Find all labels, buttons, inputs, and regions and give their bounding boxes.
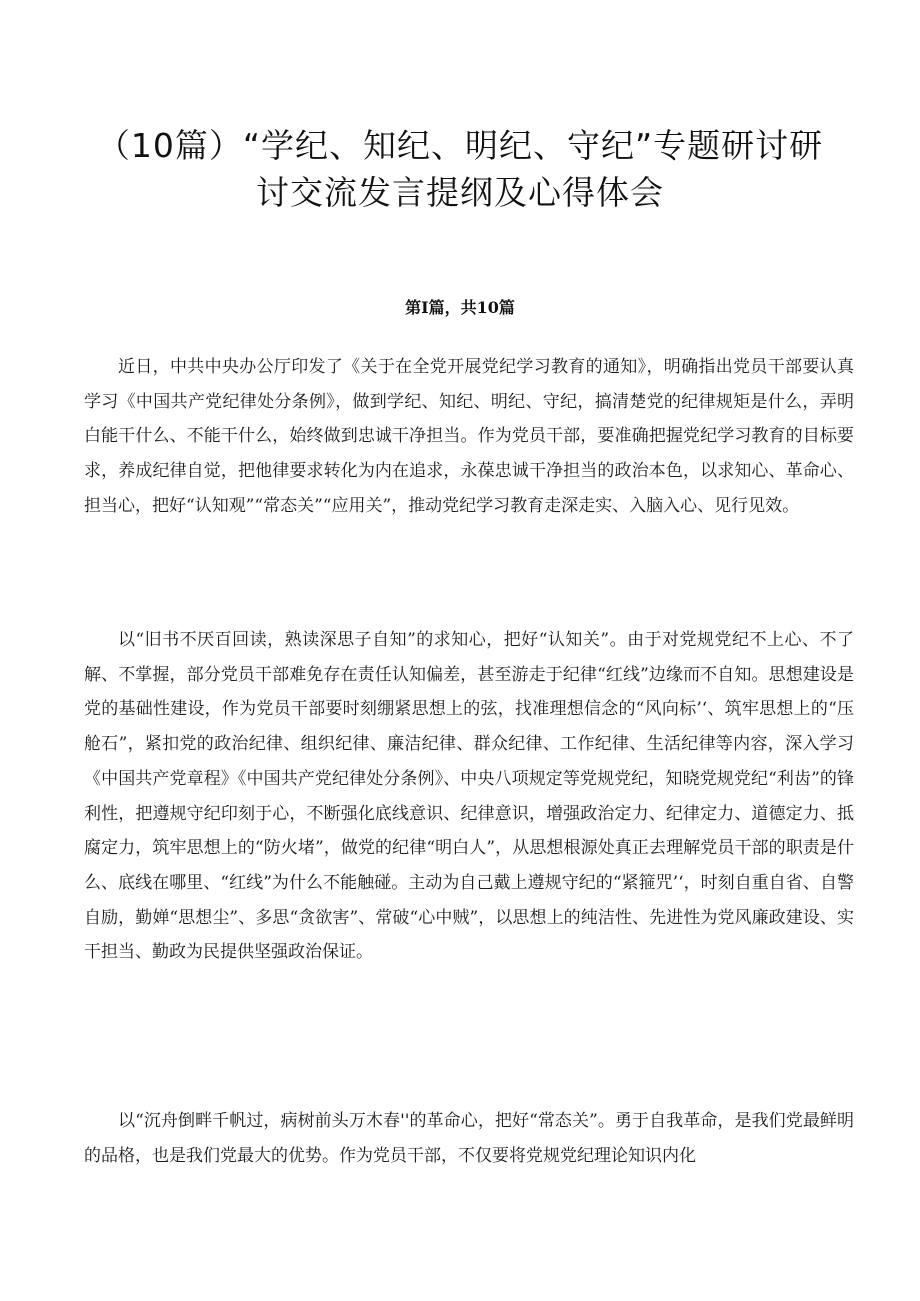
section-heading: 第I篇，共10篇 (405, 298, 515, 317)
paragraph-intro: 近日，中共中央办公厅印发了《关于在全党开展党纪学习教育的通知》，明确指出党员干部要认真学习《中国共产党纪律处分条例》，做到学纪、知纪、明纪、守纪，搞清楚党的纪律规矩是什么，弄明白能干什么、不能干什么，始终做到忠诚干净担当。作为党员干部，要准确把握党纪学习教育的目标要求，养成纪律自觉，把他律要求转化为内在追求，永葆忠诚干净担当的政治本色，以求知心、革命心、担当心，把好“认知观”“常态关”“应用关”，推动党纪学习教育走深走实、入脑入心、见行见效。 (84, 357, 854, 516)
document-title-line-2: 讨交流发言提纲及心得体会 (256, 173, 664, 212)
document-title-line-1: （10篇）“学纪、知纪、明纪、守纪”专题研讨研 (96, 126, 824, 165)
paragraph-normalization: 以“沉舟倒畔千帆过，病树前头万木春''的革命心，把好“常态关”。勇于自我革命，是我们党最鲜明的品格，也是我们党最大的优势。作为党员干部，不仅要将党规党纪理论知识内化 (84, 1111, 854, 1166)
paragraph-cognition: 以“旧书不厌百回读，熟读深思子自知”的求知心，把好“认知关”。由于对党规党纪不上心、不了解、不掌握，部分党员干部难免存在责任认知偏差，甚至游走于纪律“红线”边缘而不自知。思想建设是党的基础性建设，作为党员干部要时刻绷紧思想上的弦，找准理想信念的“风向标’‘、筑牢思想上的“压舱石”，紧扣党的政治纪律、组织纪律、廉洁纪律、群众纪律、工作纪律、生活纪律等内容，深入学习《中国共产党章程》《中国共产党纪律处分条例》、中央八项规定等党规党纪，知晓党规党纪“利齿”的锋利性，把遵规守纪印刻于心，不断强化底线意识、纪律意识，增强政治定力、纪律定力、道德定力、抵腐定力，筑牢思想上的“防火堵”，做党的纪律“明白人”，从思想根源处真正去理解党员干部的职责是什么、底线在哪里、“红线”为什么不能触碰。主动为自己戴上遵规守纪的“紧箍咒’‘，时刻自重自省、自警自励，勤婵“思想尘”、多思“贪欲害”、常破“心中贼”，以思想上的纯洁性、先进性为党风廉政建设、实干担当、勤政为民提供坚强政治保证。 (84, 630, 854, 963)
